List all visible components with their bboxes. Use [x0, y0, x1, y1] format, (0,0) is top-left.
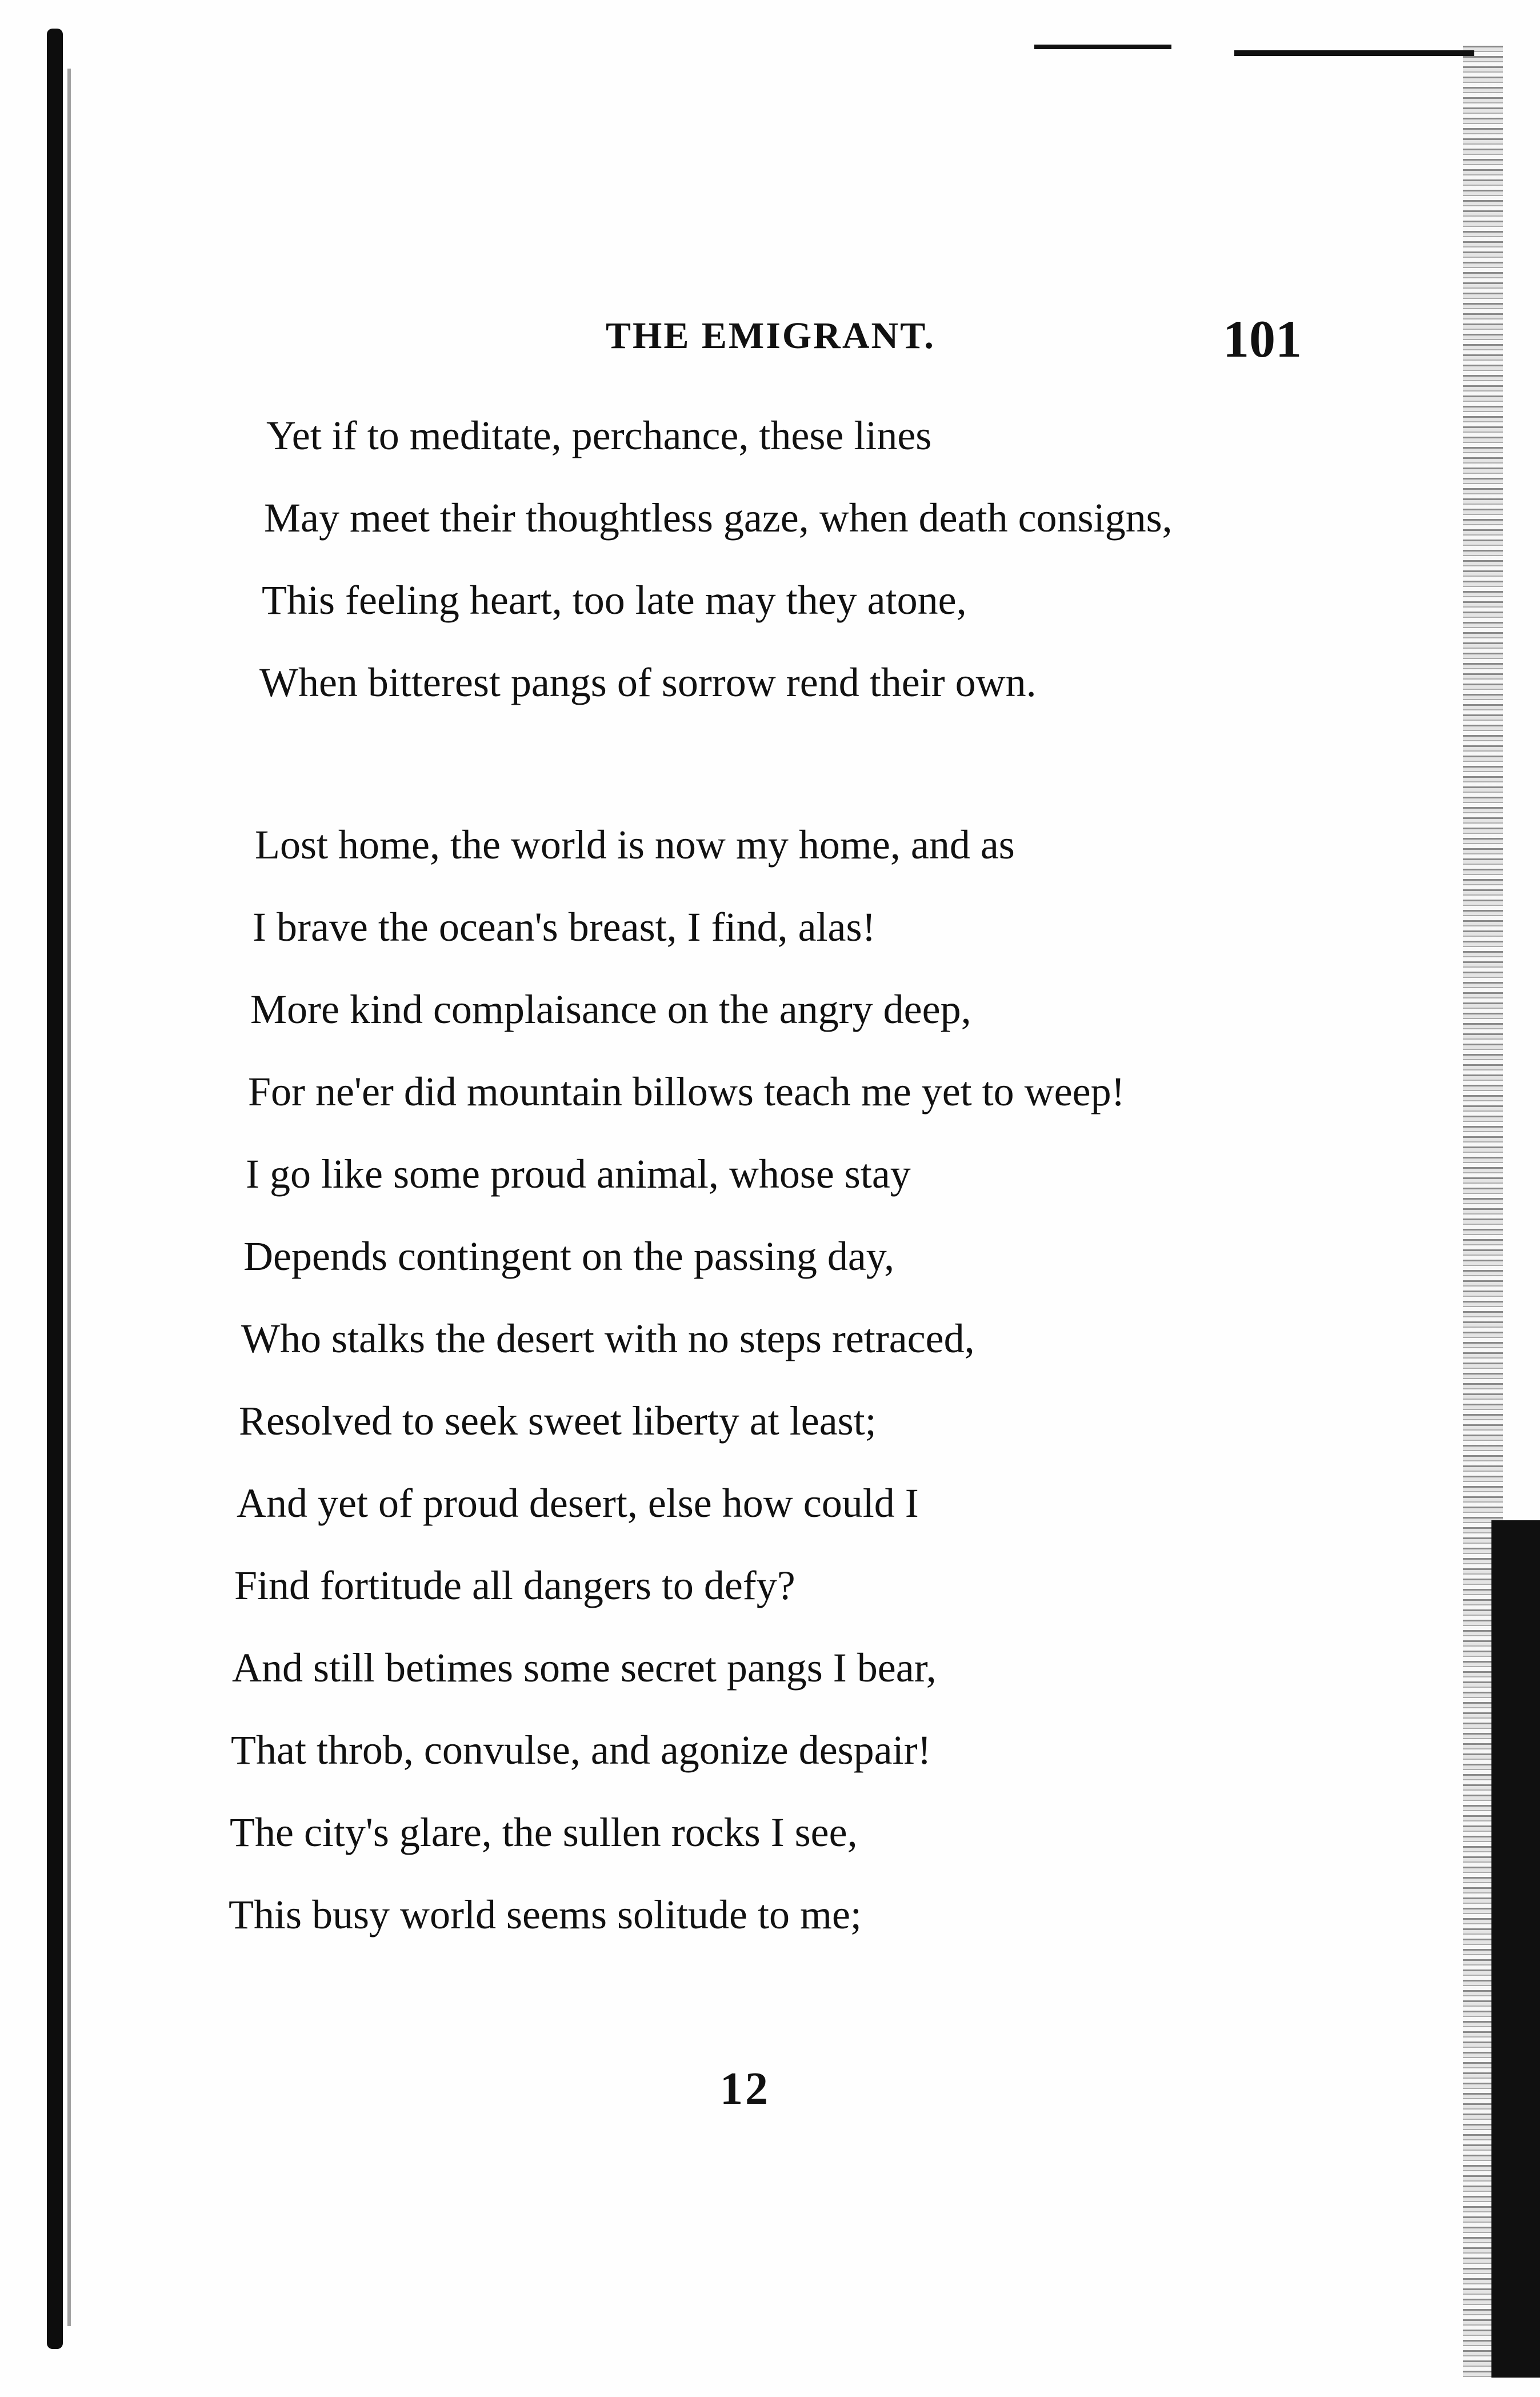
poem-line: May meet their thoughtless gaze, when death consigns,: [264, 495, 1173, 541]
stanza: [229, 394, 1314, 724]
poem-line: The city's glare, the sullen rocks I see,: [230, 1809, 858, 1855]
poem-line: And still betimes some secret pangs I bear,: [232, 1645, 937, 1691]
poem-line: When bitterest pangs of sorrow rend their own.: [259, 660, 1037, 705]
page-number: 101: [1223, 310, 1302, 368]
poem-line: Find fortitude all dangers to defy?: [234, 1563, 795, 1608]
page-header: [606, 309, 1314, 371]
stanza-break: [229, 724, 1314, 804]
poem-line: Depends contingent on the passing day,: [243, 1233, 895, 1279]
poem-line: Resolved to seek sweet liberty at least;: [239, 1398, 877, 1444]
poem-line: I go like some proud animal, whose stay: [246, 1151, 911, 1197]
running-head: THE EMIGRANT.: [606, 315, 935, 357]
poem-line: More kind complaisance on the angry deep,: [250, 986, 971, 1032]
poem-body: [229, 394, 1314, 1956]
poem-line: And yet of proud desert, else how could I: [237, 1480, 919, 1526]
binding-edge-left: [47, 29, 63, 2349]
top-edge-mark: [1034, 45, 1171, 49]
poem-line: I brave the ocean's breast, I find, alas!: [253, 904, 876, 950]
signature-mark: 12: [720, 2064, 770, 2114]
poem-line: For ne'er did mountain billows teach me yet to weep!: [248, 1069, 1125, 1114]
top-edge-mark: [1234, 50, 1474, 56]
poem-line: This busy world seems solitude to me;: [229, 1892, 862, 1937]
poem-line: That throb, convulse, and agonize despair!: [231, 1727, 931, 1773]
poem-line: Who stalks the desert with no steps retraced,: [241, 1316, 975, 1361]
page-edge-right-shadow: [1491, 1520, 1540, 2378]
poem-line: This feeling heart, too late may they atone,: [262, 577, 967, 623]
binding-shadow-left: [67, 69, 71, 2326]
poem-line: Lost home, the world is now my home, and as: [255, 822, 1015, 868]
poem-line: Yet if to meditate, perchance, these lines: [266, 413, 932, 458]
stanza: [229, 804, 1314, 1956]
